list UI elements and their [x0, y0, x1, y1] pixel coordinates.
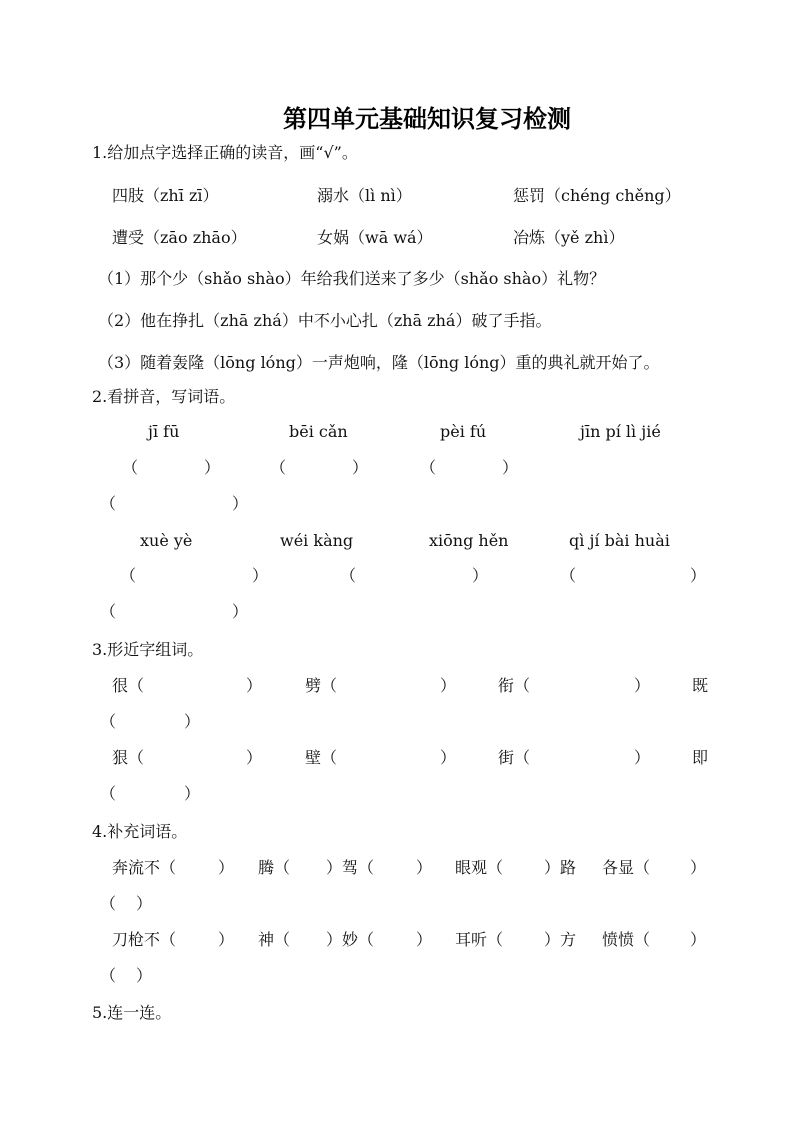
q4-idiom-part: ） [218, 858, 235, 877]
q3-char: ） [246, 748, 263, 767]
pinyin-prompt: qì jí bài huài [569, 531, 670, 550]
q4-idiom-part: 耳听（ [455, 930, 504, 949]
q3-char: 劈（ [305, 676, 338, 695]
q1-item: 惩罚（chéng chěng） [513, 186, 681, 205]
q3-heading: 3.形近字组词。 [92, 640, 204, 659]
q4-heading: 4.补充词语。 [92, 822, 188, 841]
q5-heading: 5.连一连。 [92, 1003, 172, 1022]
answer-paren-close: ） [184, 784, 201, 803]
answer-paren-open: （ [100, 894, 117, 913]
q3-char: 壁（ [305, 748, 338, 767]
q4-idiom-part: ）方 [544, 930, 577, 949]
q4-idiom-part: 眼观（ [455, 858, 504, 877]
answer-paren-open: （ [120, 566, 137, 585]
q4-idiom-part: ） [690, 858, 707, 877]
q1-item: 遭受（zāo zhāo） [112, 228, 247, 247]
q1-item: 女娲（wā wá） [317, 228, 433, 247]
q4-idiom-part: 神（ [258, 930, 291, 949]
q3-char: ） [634, 676, 651, 695]
q4-idiom-part: ） [218, 930, 235, 949]
q1-sentence-1: （1）那个少（shǎo shào）年给我们送来了多少（shǎo shào）礼物？ [98, 269, 606, 288]
answer-paren-close: ） [502, 458, 519, 477]
pinyin-prompt: jīn pí lì jié [580, 422, 661, 441]
answer-paren-close: ） [136, 966, 153, 985]
pinyin-prompt: xuè yè [140, 531, 193, 550]
answer-paren-open: （ [340, 566, 357, 585]
q4-idiom-part: ） [416, 930, 433, 949]
q1-sentence-3: （3）随着轰隆（lōng lóng）一声炮响，隆（lōng lóng）重的典礼就开始了。 [98, 353, 660, 372]
q4-idiom-part: ）驾（ [326, 858, 375, 877]
q3-char: ） [440, 676, 457, 695]
answer-paren-close: ） [184, 712, 201, 731]
pinyin-prompt: pèi fú [440, 422, 487, 441]
answer-paren-open: （ [100, 602, 117, 621]
answer-paren-close: ） [232, 602, 249, 621]
q3-char: 衔（ [498, 676, 531, 695]
answer-paren-open: （ [420, 458, 437, 477]
answer-paren-open: （ [100, 784, 117, 803]
answer-paren-close: ） [252, 566, 269, 585]
q3-char: 街（ [498, 748, 531, 767]
q1-item: 冶炼（yě zhì） [513, 228, 625, 247]
pinyin-prompt: jī fū [148, 422, 180, 441]
pinyin-prompt: xiōng hěn [429, 531, 509, 550]
q3-char: ） [246, 676, 263, 695]
answer-paren-open: （ [122, 458, 139, 477]
q4-idiom-part: ） [416, 858, 433, 877]
answer-paren-open: （ [560, 566, 577, 585]
answer-paren-close: ） [232, 494, 249, 513]
pinyin-prompt: wéi kàng [280, 531, 354, 550]
q4-idiom-part: 腾（ [258, 858, 291, 877]
q4-idiom-part: 刀枪不（ [112, 930, 177, 949]
q1-item: 四肢（zhī zī） [112, 186, 219, 205]
answer-paren-close: ） [136, 894, 153, 913]
q3-char: 既 [692, 676, 709, 695]
q3-char: ） [440, 748, 457, 767]
q4-idiom-part: 各显（ [602, 858, 651, 877]
q3-char: 即 [692, 748, 709, 767]
q4-idiom-part: 愤愤（ [602, 930, 651, 949]
q4-idiom-part: 奔流不（ [112, 858, 177, 877]
pinyin-prompt: bēi cǎn [289, 422, 348, 441]
answer-paren-open: （ [100, 494, 117, 513]
q3-char: ） [634, 748, 651, 767]
answer-paren-close: ） [352, 458, 369, 477]
q1-item: 溺水（lì nì） [317, 186, 412, 205]
q2-heading: 2.看拼音，写词语。 [92, 387, 236, 406]
q4-idiom-part: ）路 [544, 858, 577, 877]
q1-heading: 1.给加点字选择正确的读音，画“√”。 [92, 143, 358, 162]
answer-paren-close: ） [690, 566, 707, 585]
page-title: 第四单元基础知识复习检测 [283, 104, 571, 133]
q4-idiom-part: ） [690, 930, 707, 949]
answer-paren-open: （ [270, 458, 287, 477]
q4-idiom-part: ）妙（ [326, 930, 375, 949]
answer-paren-close: ） [204, 458, 221, 477]
answer-paren-open: （ [100, 712, 117, 731]
q3-char: 很（ [112, 676, 145, 695]
q1-sentence-2: （2）他在挣扎（zhā zhá）中不小心扎（zhā zhá）破了手指。 [98, 311, 552, 330]
answer-paren-close: ） [472, 566, 489, 585]
answer-paren-open: （ [100, 966, 117, 985]
q3-char: 狠（ [112, 748, 145, 767]
